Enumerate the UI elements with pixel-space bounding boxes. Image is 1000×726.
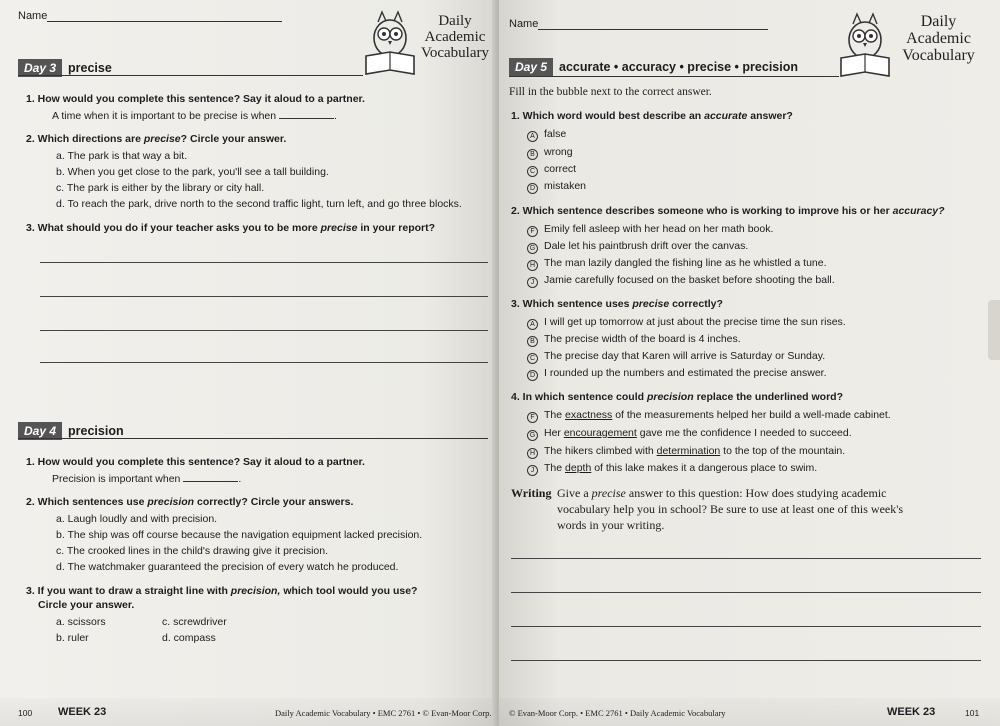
day3-q1: 1. How would you complete this sentence? Say it aloud to a partner.	[26, 93, 365, 105]
day4-q2-option-c[interactable]: c. The crooked lines in the child's drawing give it precision.	[56, 545, 329, 557]
week-label: WEEK 23	[887, 706, 936, 718]
name-field[interactable]	[509, 18, 768, 30]
day5-instruction: Fill in the bubble next to the correct answer.	[509, 86, 712, 98]
footer-credit: Daily Academic Vocabulary • EMC 2761 • © Evan-Moor Corp.	[275, 708, 492, 718]
day5-title: accurate • accuracy • precise • precision	[559, 60, 798, 74]
day4-q3: 3. If you want to draw a straight line with precision, which tool would you use?	[26, 585, 418, 597]
answer-bubble[interactable]: H	[527, 448, 538, 459]
writing-line[interactable]	[40, 362, 488, 363]
day5-q4-option-f[interactable]: F The exactness of the measurements helped her build a well-made cabinet.	[527, 409, 891, 423]
writing-line[interactable]	[40, 330, 488, 331]
day4-q3-option-c[interactable]: c. screwdriver	[162, 616, 227, 628]
day5-rule	[509, 76, 839, 77]
day5-q3: 3. Which sentence uses precise correctly?	[511, 298, 723, 310]
day5-q2-option-g[interactable]: G Dale let his paintbrush drift over the canvas.	[527, 240, 748, 254]
writing-prompt-line1: Give a precise answer to this question: How does studying academic	[557, 486, 887, 500]
day4-q2-option-a[interactable]: a. Laugh loudly and with precision.	[56, 513, 218, 525]
writing-line[interactable]	[511, 558, 981, 559]
day5-q1-option-d[interactable]: D mistaken	[527, 180, 586, 194]
answer-bubble[interactable]: J	[527, 465, 538, 476]
right-footer	[499, 698, 1000, 726]
brand-title: Daily Academic Vocabulary	[420, 13, 490, 61]
day5-q2-option-j[interactable]: J Jamie carefully focused on the basket before shooting the ball.	[527, 274, 835, 288]
page-number: 101	[965, 708, 980, 718]
day3-q1-text: A time when it is important to be precise is when .	[52, 110, 337, 122]
name-label: Name	[18, 10, 48, 22]
writing-label: Writing	[511, 486, 552, 500]
answer-bubble[interactable]: B	[527, 149, 538, 160]
answer-bubble[interactable]: A	[527, 131, 538, 142]
day5-q1-option-a[interactable]: A false	[527, 128, 566, 142]
left-page	[0, 0, 497, 726]
answer-bubble[interactable]: D	[527, 183, 538, 194]
day5-q4-option-g[interactable]: G Her encouragement gave me the confidence I needed to succeed.	[527, 427, 852, 441]
day4-q1: 1. How would you complete this sentence? Say it aloud to a partner.	[26, 456, 365, 468]
day3-q2-option-c[interactable]: c. The park is either by the library or city hall.	[56, 182, 265, 194]
left-footer	[0, 698, 497, 726]
page-number: 100	[18, 708, 33, 718]
day5-q3-option-b[interactable]: B The precise width of the board is 4 inches.	[527, 333, 741, 347]
name-label: Name	[509, 18, 539, 30]
writing-line[interactable]	[40, 296, 488, 297]
day4-rule	[18, 438, 488, 439]
day4-title: precision	[68, 424, 124, 438]
day5-q3-option-d[interactable]: D I rounded up the numbers and estimated the precise answer.	[527, 367, 827, 381]
answer-bubble[interactable]: G	[527, 243, 538, 254]
answer-bubble[interactable]: J	[527, 277, 538, 288]
answer-bubble[interactable]: G	[527, 430, 538, 441]
answer-bubble[interactable]: F	[527, 412, 538, 423]
day5-q3-option-a[interactable]: A I will get up tomorrow at just about the precise time the sun rises.	[527, 316, 846, 330]
day3-rule	[18, 75, 363, 76]
day5-q2-option-h[interactable]: H The man lazily dangled the fishing line as he whistled a tune.	[527, 257, 827, 271]
day5-tag: Day 5	[509, 58, 553, 76]
day5-q4: 4. In which sentence could precision replace the underlined word?	[511, 391, 844, 403]
day4-q2: 2. Which sentences use precision correctly? Circle your answers.	[26, 496, 354, 508]
day3-tag: Day 3	[18, 59, 62, 77]
day4-q3-option-d[interactable]: d. compass	[162, 632, 216, 644]
day5-q1-option-c[interactable]: C correct	[527, 163, 576, 177]
day3-q2-option-a[interactable]: a. The park is that way a bit.	[56, 150, 188, 162]
owl-reading-icon	[360, 8, 420, 78]
answer-bubble[interactable]: C	[527, 166, 538, 177]
day4-tag: Day 4	[18, 422, 62, 440]
day3-q2-option-b[interactable]: b. When you get close to the park, you'll see a tall building.	[56, 166, 329, 178]
answer-bubble[interactable]: A	[527, 319, 538, 330]
day4-q3-option-b[interactable]: b. ruler	[56, 632, 89, 644]
day4-q2-option-d[interactable]: d. The watchmaker guaranteed the precision of every watch he produced.	[56, 561, 399, 573]
owl-reading-icon	[834, 10, 896, 80]
day3-q2-option-d[interactable]: d. To reach the park, drive north to the second traffic light, turn left, and go three blocks.	[56, 198, 462, 210]
answer-bubble[interactable]: F	[527, 226, 538, 237]
answer-bubble[interactable]: B	[527, 336, 538, 347]
writing-line[interactable]	[511, 660, 981, 661]
brand-title: Daily Academic Vocabulary	[902, 13, 975, 64]
answer-blank[interactable]	[279, 118, 334, 119]
day5-q1: 1. Which word would best describe an accurate answer?	[511, 110, 793, 122]
answer-bubble[interactable]: C	[527, 353, 538, 364]
footer-credit: © Evan-Moor Corp. • EMC 2761 • Daily Academic Vocabulary	[509, 708, 726, 718]
day3-q3: 3. What should you do if your teacher asks you to be more precise in your report?	[26, 222, 436, 234]
right-page	[499, 0, 1000, 726]
day5-q1-option-b[interactable]: B wrong	[527, 146, 573, 160]
day5-q4-option-h[interactable]: H The hikers climbed with determination to the top of the mountain.	[527, 445, 845, 459]
day4-q1-text: Precision is important when .	[52, 473, 242, 485]
page-edge-shadow	[988, 300, 1000, 360]
day5-q2-option-f[interactable]: F Emily fell asleep with her head on her math book.	[527, 223, 773, 237]
week-label: WEEK 23	[58, 706, 107, 718]
day5-q3-option-c[interactable]: C The precise day that Karen will arrive is Saturday or Sunday.	[527, 350, 825, 364]
answer-bubble[interactable]: D	[527, 370, 538, 381]
day5-q4-option-j[interactable]: J The depth of this lake makes it a dangerous place to swim.	[527, 462, 817, 476]
writing-prompt-line3: words in your writing.	[557, 518, 665, 532]
day4-q3-option-a[interactable]: a. scissors	[56, 616, 106, 628]
day5-header	[509, 58, 798, 76]
answer-blank[interactable]	[183, 481, 238, 482]
writing-prompt-line2: vocabulary help you in school? Be sure to use at least one of this week's	[557, 502, 904, 516]
day3-q2: 2. Which directions are precise? Circle your answer.	[26, 133, 287, 145]
writing-line[interactable]	[511, 626, 981, 627]
writing-line[interactable]	[511, 592, 981, 593]
brand-logo	[834, 10, 984, 82]
day5-q2: 2. Which sentence describes someone who is working to improve his or her accuracy?	[511, 205, 945, 217]
answer-bubble[interactable]: H	[527, 260, 538, 271]
name-field[interactable]	[18, 10, 282, 22]
day4-q3-sub: Circle your answer.	[38, 599, 135, 611]
writing-line[interactable]	[40, 262, 488, 263]
day3-title: precise	[68, 61, 112, 75]
brand-logo	[360, 8, 490, 78]
day4-q2-option-b[interactable]: b. The ship was off course because the navigation equipment lacked precision.	[56, 529, 423, 541]
